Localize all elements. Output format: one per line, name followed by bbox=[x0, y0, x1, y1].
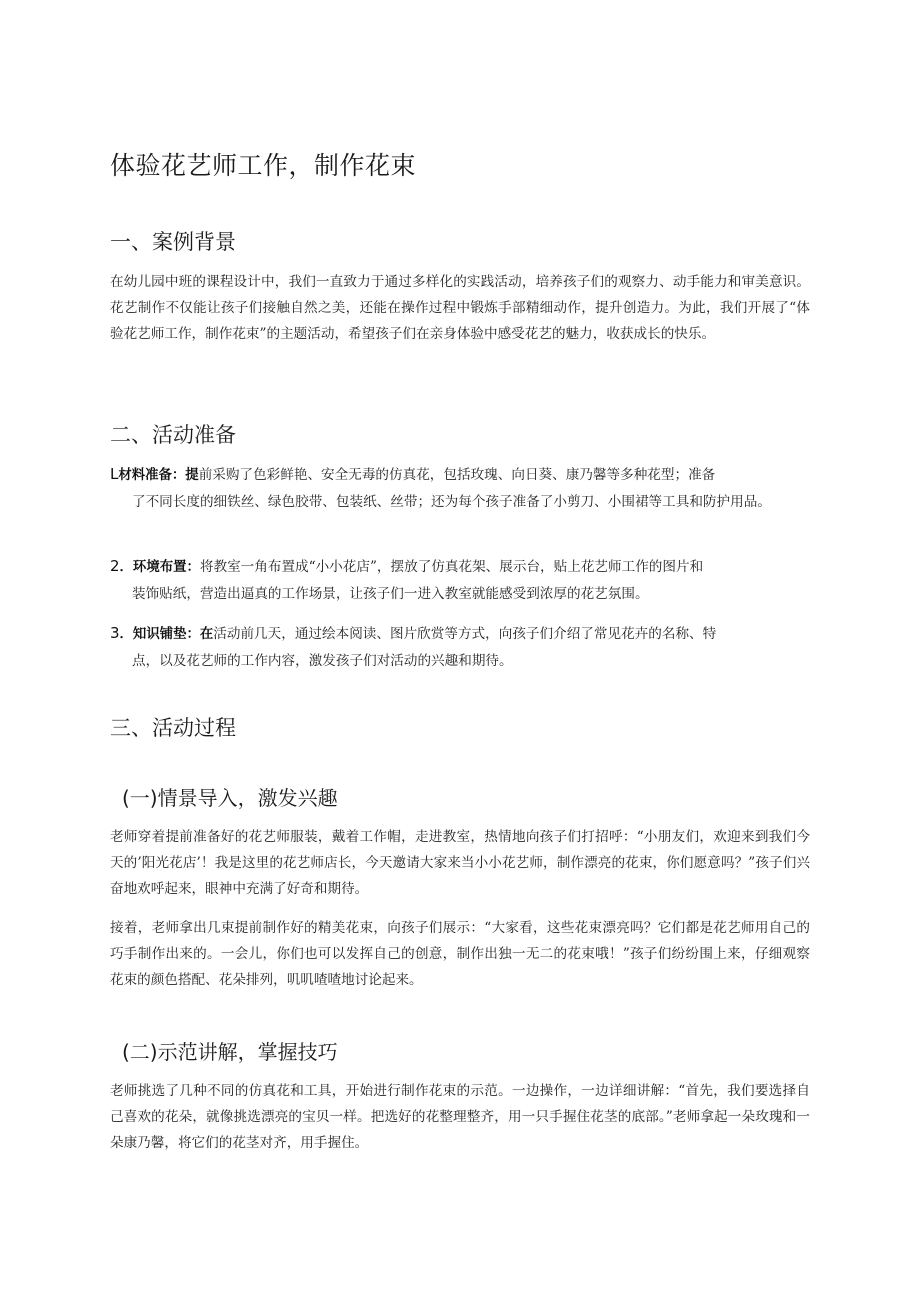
intro-paragraph-2: 接着，老师拿出几束提前制作好的精美花束，向孩子们展示：“大家看，这些花束漂亮吗？它们都是花艺师用自己的巧手制作出来的。一会儿，你们也可以发挥自己的创意，制作出独一无二的花束哦！”孩子们纷纷围上来，仔细观察花束的颜色搭配、花朵排列，叽叽喳喳地讨论起来。 bbox=[110, 920, 810, 988]
section-heading-preparation: 二、活动准备 bbox=[110, 423, 236, 447]
section-heading-process: 三、活动过程 bbox=[110, 716, 236, 740]
list-number: 3 bbox=[110, 624, 120, 642]
background-paragraph: 在幼儿园中班的课程设计中，我们一直致力于通过多样化的实践活动，培养孩子们的观察力、动手能力和审美意识。花艺制作不仅能让孩子们接触自然之美，还能在操作过程中锻炼手部精细动作，提升创造力。为此，我们开展了“体验花艺师工作，制作花束”的主题活动，希望孩子们在亲身体验中感受花艺的魅力，收获成长的快乐。 bbox=[110, 274, 810, 342]
list-text: 活动前几天，通过绘本阅读、图片欣赏等方式，向孩子们介绍了常见花卉的名称、特 bbox=[213, 626, 717, 642]
intro-paragraph-1: 老师穿着提前准备好的花艺师服装，戴着工作帽，走进教室，热情地向孩子们打招呼：“小朋友们，欢迎来到我们今天的’阳光花店’！我是这里的花艺师店长，今天邀请大家来当小小花艺师，制作漂亮的花束，你们愿意吗？”孩子们兴奋地欢呼起来，眼神中充满了好奇和期待。 bbox=[110, 829, 810, 897]
demo-paragraph-1: 老师挑选了几种不同的仿真花和工具，开始进行制作花束的示范。一边操作，一边详细讲解：“首先，我们要选择自己喜欢的花朵，就像挑选漂亮的宝贝一样。把选好的花整理整齐，用一只手握住花茎的底部。”老师拿起一朵玫瑰和一朵康乃馨，将它们的花茎对齐，用手握住。 bbox=[110, 1083, 810, 1151]
list-label: 材料准备：提 bbox=[118, 468, 199, 483]
list-continuation: 点，以及花艺师的工作内容，激发孩子们对活动的兴趣和期待。 bbox=[132, 653, 513, 669]
list-item-first-line bbox=[110, 620, 810, 648]
list-number: 2 bbox=[110, 557, 120, 575]
list-label: ．知识铺垫：在 bbox=[119, 627, 214, 642]
preparation-item-knowledge bbox=[110, 620, 810, 674]
list-number: L bbox=[110, 465, 119, 483]
list-text: 前采购了色彩鲜艳、安全无毒的仿真花，包括玫瑰、向日葵、康乃馨等多种花型；准备 bbox=[198, 467, 716, 483]
section-heading-background: 一、案例背景 bbox=[110, 230, 236, 254]
list-item-first-line bbox=[110, 461, 810, 489]
list-label: ．环境布置： bbox=[119, 560, 200, 575]
list-continuation: 了不同长度的细铁丝、绿色胶带、包装纸、丝带；还为每个孩子准备了小剪刀、小围裙等工具和防护用品。 bbox=[132, 494, 771, 510]
preparation-item-materials bbox=[110, 461, 810, 515]
subsection-heading-intro: (一)情景导入，激发兴趣 bbox=[122, 786, 338, 810]
list-text: 将教室一角布置成“小小花店”，摆放了仿真花架、展示台，贴上花艺师工作的图片和 bbox=[199, 559, 704, 575]
preparation-item-environment bbox=[110, 553, 810, 607]
document-title: 体验花艺师工作，制作花束 bbox=[110, 151, 417, 180]
list-item-first-line bbox=[110, 553, 810, 581]
subsection-heading-demo: (二)示范讲解，掌握技巧 bbox=[122, 1040, 338, 1064]
list-continuation: 装饰贴纸，营造出逼真的工作场景，让孩子们一进入教室就能感受到浓厚的花艺氛围。 bbox=[132, 586, 649, 602]
